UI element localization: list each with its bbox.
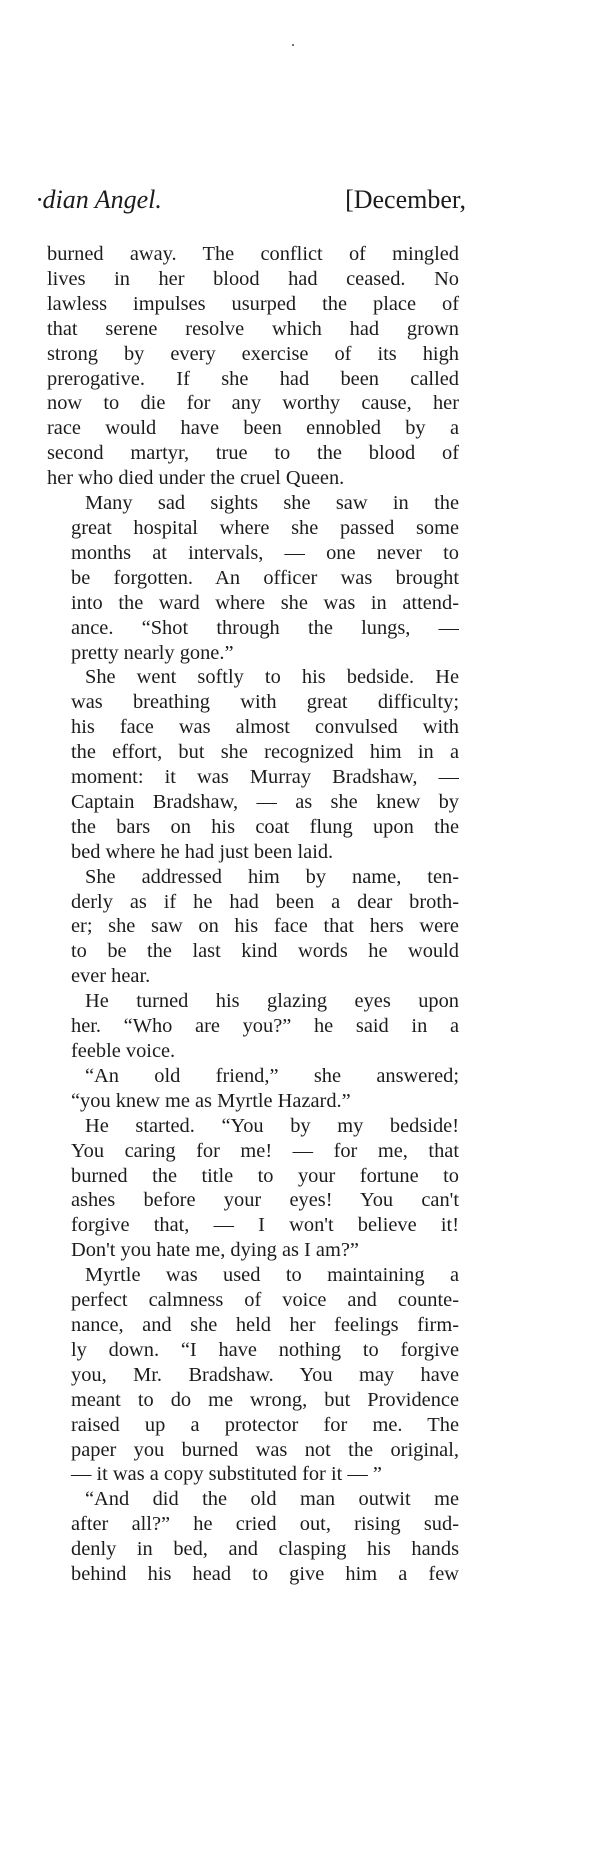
paragraph <box>47 1114 459 1263</box>
text-line: moment: it was Murray Bradshaw, — <box>71 766 459 789</box>
text-line: He started. “You by my bedside! <box>85 1114 459 1137</box>
text-line: “you knew me as Myrtle Hazard.” <box>71 1089 351 1112</box>
text-line: you, Mr. Bradshaw. You may have <box>71 1363 459 1386</box>
running-head-title: ·dian Angel. <box>36 185 162 214</box>
text-line: raised up a protector for me. The <box>71 1413 459 1436</box>
text-line: forgive that, — I won't believe it! <box>71 1214 459 1237</box>
text-line: denly in bed, and clasping his hands <box>71 1538 459 1561</box>
text-line: er; she saw on his face that hers were <box>71 915 459 938</box>
text-line: meant to do me wrong, but Providence <box>71 1388 459 1411</box>
text-line: lives in her blood had ceased. No <box>47 267 459 290</box>
text-line: race would have been ennobled by a <box>47 417 459 440</box>
text-line: perfect calmness of voice and counte- <box>71 1289 459 1312</box>
paragraph <box>47 665 459 864</box>
text-line: burned away. The conflict of mingled <box>47 243 459 265</box>
text-line: behind his head to give him a few <box>71 1563 459 1586</box>
running-head-month: [December, <box>345 185 466 214</box>
text-line: Don't you hate me, dying as I am?” <box>71 1239 359 1262</box>
paragraph <box>47 989 459 1064</box>
text-line: “An old friend,” she answered; <box>85 1064 459 1087</box>
text-line: that serene resolve which had grown <box>47 317 459 340</box>
text-line: ly down. “I have nothing to forgive <box>71 1338 459 1361</box>
text-line: Myrtle was used to maintaining a <box>85 1264 459 1287</box>
body-text-column <box>47 242 459 1587</box>
paragraph <box>47 1263 459 1487</box>
paragraph <box>47 491 459 665</box>
text-line: feeble voice. <box>71 1040 176 1062</box>
text-line: second martyr, true to the blood of <box>47 442 459 465</box>
paragraph <box>47 1064 459 1114</box>
text-line: Captain Bradshaw, — as she knew by <box>71 790 459 813</box>
text-line: her. “Who are you?” he said in a <box>71 1015 459 1038</box>
text-line: months at intervals, — one never to <box>71 541 459 564</box>
text-line: prerogative. If she had been called <box>47 367 459 390</box>
text-line: You caring for me! — for me, that <box>71 1139 459 1162</box>
text-line: “And did the old man outwit me <box>85 1488 459 1511</box>
text-line: burned the title to your fortune to <box>71 1164 459 1187</box>
text-line: after all?” he cried out, rising sud- <box>71 1513 459 1536</box>
text-line: nance, and she held her feelings firm- <box>71 1313 459 1336</box>
text-line: the effort, but she recognized him in a <box>71 741 459 764</box>
text-line: lawless impulses usurped the place of <box>47 292 459 315</box>
running-head <box>36 183 466 217</box>
text-line: He turned his glazing eyes upon <box>85 990 459 1013</box>
print-speck <box>292 44 294 46</box>
text-line: She addressed him by name, ten- <box>85 865 459 888</box>
text-line: his face was almost convulsed with <box>71 716 459 739</box>
text-line: was breathing with great difficulty; <box>71 691 459 714</box>
text-line: be forgotten. An officer was brought <box>71 566 459 589</box>
text-line: ance. “Shot through the lungs, — <box>71 616 459 639</box>
text-line: to be the last kind words he would <box>71 940 459 963</box>
text-line: the bars on his coat flung upon the <box>71 815 459 838</box>
text-line: bed where he had just been laid. <box>71 840 334 863</box>
text-line: ever hear. <box>71 965 151 988</box>
text-line: paper you burned was not the original, <box>71 1438 459 1461</box>
text-line: pretty nearly gone.” <box>71 641 234 664</box>
text-line: derly as if he had been a dear broth- <box>71 890 459 913</box>
text-line: strong by every exercise of its high <box>47 342 459 365</box>
text-line: She went softly to his bedside. He <box>85 666 459 689</box>
text-line: now to die for any worthy cause, her <box>47 392 459 415</box>
text-line: into the ward where she was in attend- <box>71 591 459 614</box>
paragraph <box>47 242 459 491</box>
text-line: her who died under the cruel Queen. <box>47 467 345 490</box>
text-line: — it was a copy substituted for it — ” <box>71 1463 382 1486</box>
paragraph <box>47 865 459 990</box>
text-line: ashes before your eyes! You can't <box>71 1189 459 1212</box>
text-line: great hospital where she passed some <box>71 516 459 539</box>
text-line: Many sad sights she saw in the <box>85 492 459 515</box>
paragraph <box>47 1487 459 1587</box>
